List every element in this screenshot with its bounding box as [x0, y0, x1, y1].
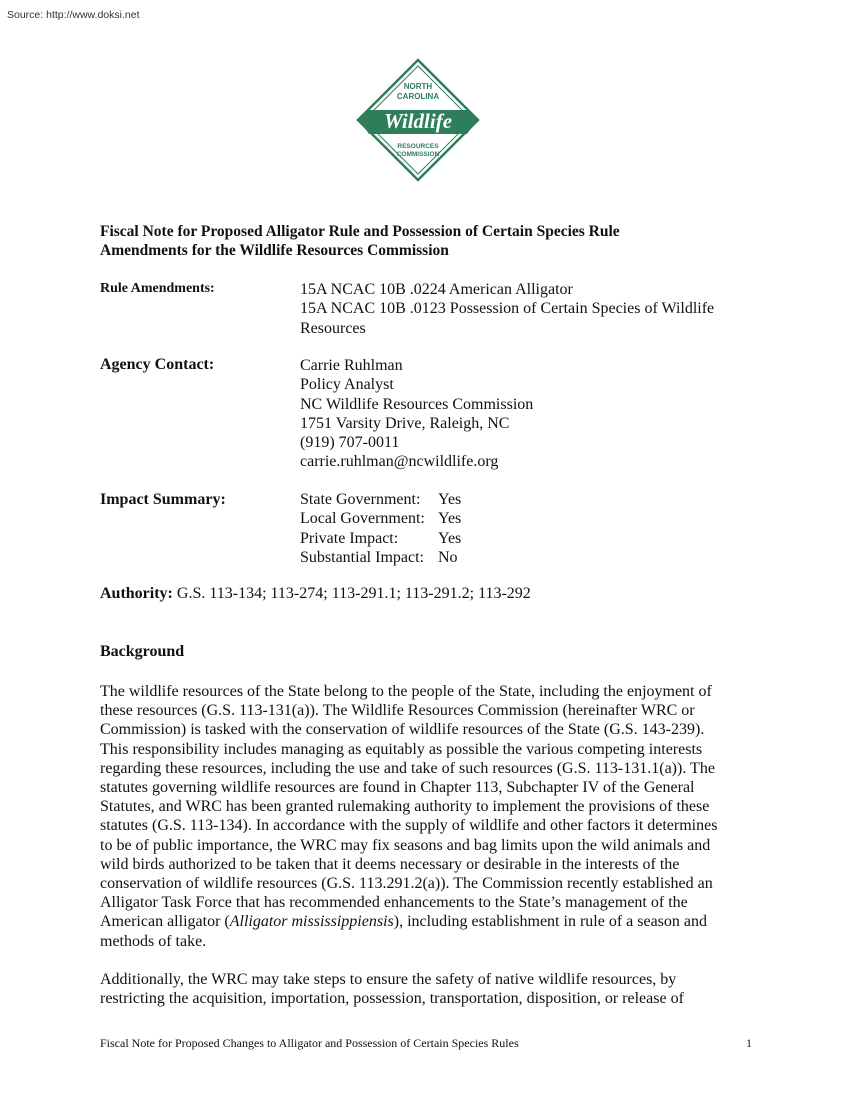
- impact-row: [300, 529, 461, 548]
- paragraph-line: statutes (G.S. 113-134). In accordance with the supply of wildlife and other factors it determines: [100, 817, 718, 835]
- authority-value: G.S. 113-134; 113-274; 113-291.1; 113-291.2; 113-292: [172, 585, 531, 602]
- impact-value: No: [438, 548, 458, 566]
- impact-value: Yes: [438, 510, 462, 528]
- impact-summary-label: Impact Summary:: [100, 491, 226, 508]
- impact-row: [300, 490, 461, 509]
- rule-amendments-label: Rule Amendments:: [100, 281, 215, 296]
- text-run: ), including establishment in rule of a season and: [393, 913, 708, 931]
- contact-email[interactable]: carrie.ruhlman@ncwildlife.org: [300, 453, 499, 471]
- species-name: Alligator mississippiensis: [229, 913, 394, 931]
- impact-key: Local Government:: [300, 510, 425, 528]
- background-paragraph-1: [100, 682, 760, 951]
- contact-address: 1751 Varsity Drive, Raleigh, NC: [300, 414, 510, 432]
- rule-amendments-value: [300, 280, 714, 338]
- paragraph-line: restricting the acquisition, importation, possession, transportation, disposition, or release of: [100, 990, 684, 1008]
- background-paragraph-2: [100, 970, 760, 1008]
- logo-text-resources: RESOURCES: [397, 143, 439, 150]
- authority-line: [100, 585, 531, 603]
- paragraph-line: Statutes, and WRC has been granted rulemaking authority to implement the provisions of these: [100, 798, 710, 816]
- paragraph-line: Alligator Task Force that has recommended enhancements to the State’s management of the: [100, 894, 688, 912]
- impact-key: Private Impact:: [300, 529, 399, 547]
- rule-line: 15A NCAC 10B .0224 American Alligator: [300, 281, 573, 298]
- contact-name: Carrie Ruhlman: [300, 357, 403, 374]
- logo-text-commission: COMMISSION: [396, 151, 440, 158]
- footer-text: Fiscal Note for Proposed Changes to Alligator and Possession of Certain Species Rules: [100, 1036, 519, 1050]
- contact-org: NC Wildlife Resources Commission: [300, 395, 534, 413]
- contact-title: Policy Analyst: [300, 376, 394, 394]
- paragraph-line: wild birds authorized to be taken that it deems necessary or desirable in the interests of the: [100, 855, 680, 873]
- impact-row: [300, 509, 461, 528]
- agency-contact-value: [300, 356, 533, 472]
- impact-summary-table: [300, 490, 461, 567]
- paragraph-line: Additionally, the WRC may take steps to ensure the safety of native wildlife resources, by: [100, 971, 677, 988]
- paragraph-line: Commission) is tasked with the conservation of wildlife resources of the State (G.S. 143-239).: [100, 721, 705, 739]
- contact-phone: (919) 707-0011: [300, 434, 400, 452]
- paragraph-line: regarding these resources, including the use and take of such resources (G.S. 113-131.1(a)). The: [100, 759, 715, 777]
- source-link[interactable]: Source: http://www.doksi.net: [7, 9, 140, 21]
- paragraph-line: conservation of wildlife resources (G.S. 113.291.2(a)). The Commission recently established an: [100, 875, 713, 893]
- text-run: American alligator (: [100, 913, 230, 931]
- impact-row: [300, 548, 461, 567]
- impact-key: Substantial Impact:: [300, 548, 424, 566]
- rule-line: Resources: [300, 319, 366, 337]
- paragraph-line: these resources (G.S. 113-131(a)). The Wildlife Resources Commission (hereinafter WRC or: [100, 702, 695, 720]
- impact-key: State Government:: [300, 491, 421, 508]
- logo-text-north: NORTH: [403, 82, 433, 91]
- title-line: Fiscal Note for Proposed Alligator Rule and Possession of Certain Species Rule: [100, 223, 620, 240]
- paragraph-line: The wildlife resources of the State belong to the people of the State, including the enjoyment of: [100, 683, 712, 700]
- logo-text-carolina: CAROLINA: [396, 92, 440, 101]
- document-title: [100, 222, 760, 260]
- paragraph-line: to be of public importance, the WRC may fix seasons and bag limits upon the wild animals and: [100, 836, 711, 854]
- impact-value: Yes: [438, 529, 462, 547]
- rule-line: 15A NCAC 10B .0123 Possession of Certain Species of Wildlife: [300, 300, 715, 318]
- title-line: Amendments for the Wildlife Resources Commission: [100, 242, 449, 259]
- impact-value: Yes: [438, 491, 462, 508]
- agency-contact-label: Agency Contact:: [100, 356, 215, 373]
- paragraph-line: [100, 912, 760, 931]
- page-number: 1: [746, 1036, 752, 1050]
- logo-text-wildlife: Wildlife: [383, 109, 453, 133]
- paragraph-line: This responsibility includes managing as equitably as possible the various competing interests: [100, 740, 703, 758]
- nc-wildlife-logo: [356, 58, 480, 182]
- page-footer: [100, 1036, 752, 1051]
- paragraph-line: methods of take.: [100, 932, 207, 950]
- background-heading: Background: [100, 643, 185, 660]
- paragraph-line: statutes governing wildlife resources are found in Chapter 113, Subchapter IV of the General: [100, 779, 695, 797]
- authority-label: Authority:: [100, 585, 173, 602]
